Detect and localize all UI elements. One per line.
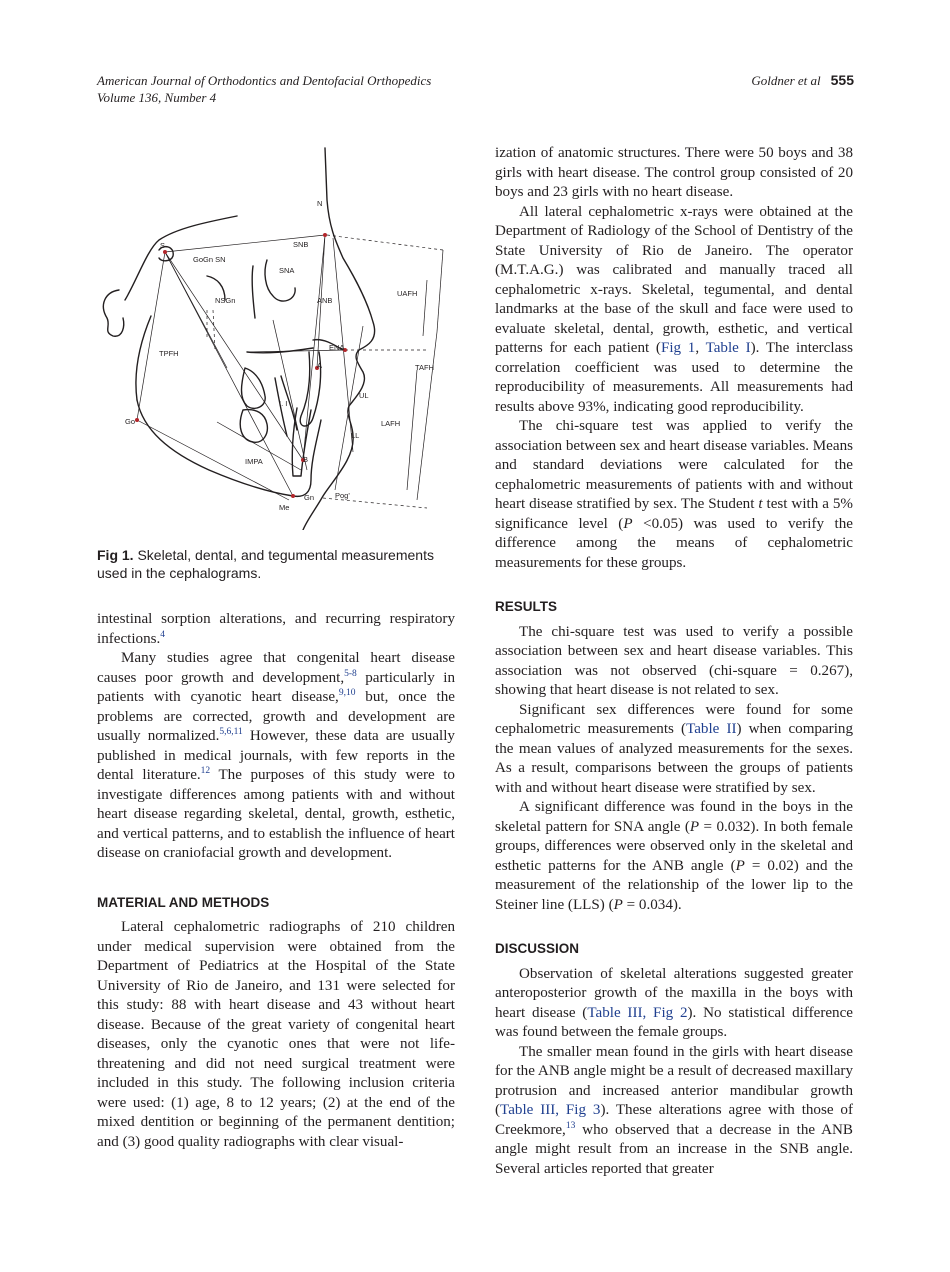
figure-caption <box>97 546 459 582</box>
citation-link[interactable]: 5-8 <box>344 668 357 679</box>
paragraph: The chi-square test was used to verify a possible association between sex and heart disease variables. This association was not observed (chi-square = 0.267), showing that heart disease is not related to sex. <box>495 623 853 698</box>
citation-link[interactable]: 13 <box>565 1120 576 1131</box>
molar-upper <box>242 368 266 408</box>
citation-link[interactable]: 9,10 <box>338 688 356 698</box>
line-Go-Me <box>137 420 289 500</box>
line-S-Go <box>137 252 165 420</box>
figure-caption-label: Fig 1. <box>97 547 134 563</box>
soft-tissue-profile <box>303 148 375 530</box>
journal-volume: Volume 136, Number 4 <box>97 90 217 105</box>
label-ANB: ANB <box>317 296 333 305</box>
label-ENA: ENA <box>329 343 345 352</box>
paragraph: Observation of skeletal alterations suggested greater anteroposterior growth of the maxilla in the boys with heart disease (Table III, Fig 2). No statistical difference was found between the female groups. <box>495 965 853 1040</box>
figure-link[interactable]: Fig 1 <box>660 340 696 356</box>
label-Me: Me <box>279 503 290 512</box>
label-LAFH: LAFH <box>381 419 401 428</box>
section-heading-discussion: DISCUSSION <box>495 941 580 956</box>
landmark-Go <box>135 418 139 422</box>
label-Pog: Pog' <box>335 491 350 500</box>
paragraph: ization of anatomic structures. There were 50 boys and 38 girls with heart disease. The control group consisted of 20 boys and 23 girls with no heart disease. <box>495 145 853 200</box>
label-SNB: SNB <box>293 240 309 249</box>
landmark-S <box>163 250 167 254</box>
label-IMPA: IMPA <box>245 457 263 466</box>
label-TAFH: TAFH <box>415 363 435 372</box>
label-TPFH: TPFH <box>159 349 179 358</box>
paragraph: A significant difference was found in the boys in the skeletal pattern for SNA angle (P = 0.032). In both female groups, differences were observed only in the skeletal and esthetic patterns for the ANB angle (P = 0.02) and the measurement of the relationship of the lower lip to the Steiner line (LLS) (P = 0.034). <box>495 799 854 913</box>
paragraph: All lateral cephalometric x-rays were obtained at the Department of Radiology of the School of Dentistry of the State University of Rio de Janeiro. The operator (M.T.A.G.) was calibrated and manually traced all cephalometric x-rays. Skeletal, tegumental, and dental landmarks at the base of the skull and face were used to evaluate skeletal, dental, growth, esthetic, and vertical patterns for each patient (Fig 1, Table I). The interclass correlation coefficient was used to determine the reproducibility of measurements. All measurements had results above 93%, indicating good reproducibility. <box>495 203 854 415</box>
line-N-B <box>303 235 325 460</box>
journal-title: American Journal of Orthodontics and Dentofacial Orthopedics <box>97 73 432 88</box>
table-figure-link[interactable]: Table III, Fig 3 <box>500 1102 601 1118</box>
paragraph: Many studies agree that congenital heart disease causes poor growth and development,$^{5-8}$ particularly in patients with cyanotic heart disease,$^{9,10}$ but, once the problems are corrected, growth and development are usually normalized.$^{5,6,11}$ However, these data are usually published in medical journals, with few reports in the dental literature.$^{12}$ The purposes of this study were to investigate differences among patients with and without heart disease regarding skeletal, dental, growth, esthetic, and vertical patterns, and to establish the influence of heart disease on craniofacial growth and development. <box>97 650 455 861</box>
section-heading-methods: MATERIAL AND METHODS <box>97 894 270 910</box>
table-figure-link[interactable]: Table III, Fig 2 <box>587 1004 688 1021</box>
page-number: 555 <box>830 72 854 88</box>
label-I1: I. I <box>279 399 288 408</box>
section-heading-results: RESULTS <box>495 599 558 614</box>
label-Go: Go <box>125 417 136 426</box>
figure-caption-text: Skeletal, dental, and tegumental measurements used in the cephalograms. <box>97 547 434 581</box>
paragraph: The chi-square test was applied to verify the association between sex and heart disease variables. Means and standard deviations were calculated for the cephalometric measurements of patients with and without heart disease stratified by sex. The Student t test with a 5% significance level (P <0.05) was used to verify the difference among the means of cephalometric measurements for these groups. <box>495 418 853 571</box>
table-link[interactable]: Table I <box>705 340 751 356</box>
label-UAFH: UAFH <box>397 289 418 298</box>
label-UL: UL <box>359 391 369 400</box>
citation-link[interactable]: 12 <box>200 766 211 776</box>
paragraph: intestinal sorption alterations, and recurring respiratory infections.$^4$ <box>97 611 455 647</box>
label-LL: LL <box>351 431 360 440</box>
ear-outline <box>103 290 123 336</box>
label-Gn: Gn <box>304 493 315 502</box>
running-authors: Goldner et al <box>751 73 821 88</box>
landmark-Gn <box>291 494 295 498</box>
label-A: A <box>317 361 323 370</box>
citation-link[interactable]: 4 <box>160 629 166 640</box>
paragraph: Lateral cephalometric radiographs of 210 children under medical supervision were obtained from the Department of Pediatrics at the Hospital of the State University of Rio de Janeiro, and 131 were selected for this study: 88 with heart disease and 43 without heart disease. Because of the great variety of congenital heart diseases, only the cyanotic ones that were not life-threatening and did not need surgical treatment were included in this study. The following inclusion criteria were used: (1) age, 8 to 12 years; (2) at the end of the mixed dentition or beginning of the permanent dentition; and (3) good quality radiographs with clear visual- <box>97 919 455 1150</box>
label-GoGnSN: GoGn SN <box>193 255 226 264</box>
landmark-N <box>323 233 327 237</box>
label-NSGn: NSGn <box>215 296 236 305</box>
table-link[interactable]: Table II <box>686 721 737 737</box>
paragraph: Significant sex differences were found for some cephalometric measurements (Table II) when comparing the mean values of analyzed measurements for the sexes. As a result, comparisons between the groups of patients with and without heart disease were stratified by sex. <box>495 701 853 796</box>
running-header-page <box>751 72 854 89</box>
label-B: B <box>303 455 309 464</box>
paragraph: The smaller mean found in the girls with heart disease for the ANB angle might be a result of decreased maxillary protrusion and increased anterior mandibular growth (Table III, Fig 3). These alterations agree with those of Creekmore,$^{13}$ who observed that a decrease in the ANB angle might result from an increase in the SNB angle. Several articles reported that greater <box>495 1043 853 1177</box>
left-column <box>97 610 455 1152</box>
label-SNA: SNA <box>279 266 295 275</box>
running-header-journal <box>97 72 431 106</box>
citation-link[interactable]: 5,6,11 <box>219 727 243 737</box>
label-N: N <box>317 199 323 208</box>
right-column <box>495 144 853 1179</box>
label-S: S <box>160 241 166 250</box>
cephalometric-figure <box>97 140 455 530</box>
